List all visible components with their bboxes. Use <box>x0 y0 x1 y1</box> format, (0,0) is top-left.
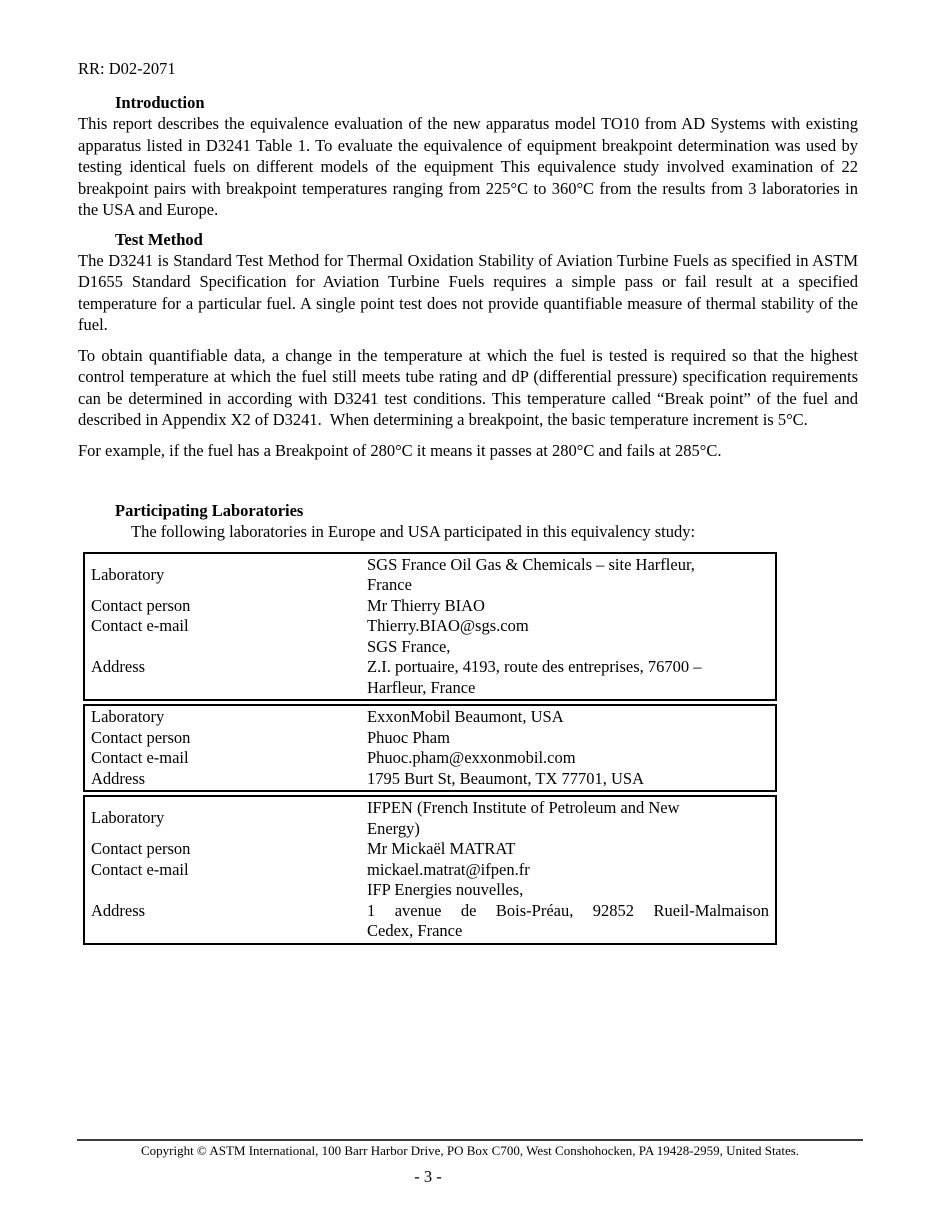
paragraph-test-method-2: To obtain quantifiable data, a change in the temperature at which the fuel is tested is required so that the highest control temperature at which the fuel still meets tube rating and dP (differential pressure) specification requirements can be determined in according with D3241 test conditions. This temperature called “Break point” of the fuel and described in Appendix X2 of D3241. When determining a breakpoint, the basic temperature increment is 5°C. <box>78 345 858 429</box>
lab-row <box>85 616 775 637</box>
lab-row <box>85 596 775 617</box>
lab-row-label: Contact person <box>91 839 191 858</box>
lab-row-value: Thierry.BIAO@sgs.com <box>367 616 529 635</box>
document-content <box>78 58 858 948</box>
paragraph-introduction: This report describes the equivalence evaluation of the new apparatus model TO10 from AD Systems with existing apparatus listed in D3241 Table 1. To evaluate the equivalence of equipment breakpoint determination was used by testing identical fuels on different models of the equipment This equivalence study involved examination of 22 breakpoint pairs with breakpoint temperatures ranging from 225°C to 360°C from the results from 3 laboratories in the USA and Europe. <box>78 114 858 219</box>
lab-row-value: Phuoc.pham@exxonmobil.com <box>367 748 576 767</box>
lab-row <box>85 637 775 699</box>
page-number: - 3 - <box>414 1167 442 1186</box>
lab-row-label: Contact person <box>91 727 191 747</box>
lab-row-label: Contact e-mail <box>91 859 189 879</box>
footer-divider <box>77 1139 863 1141</box>
lab-row-value: 1795 Burt St, Beaumont, TX 77701, USA <box>367 768 644 788</box>
lab-card <box>83 795 777 945</box>
labs-intro-line: The following laboratories in Europe and USA participated in this equivalency study: <box>131 522 696 541</box>
lab-row-label: Contact e-mail <box>91 748 189 767</box>
lab-row <box>85 555 775 596</box>
heading-test-method: Test Method <box>115 229 203 249</box>
labs-table <box>83 552 777 945</box>
lab-row <box>85 748 775 769</box>
lab-row-value: mickael.matrat@ifpen.fr <box>367 859 530 879</box>
lab-row <box>85 839 775 860</box>
lab-row-value: IFP Energies nouvelles, 1 avenue de Bois-Préau, 92852 Rueil-Malmaison Cedex, France <box>367 880 769 940</box>
heading-participating-laboratories: Participating Laboratories <box>115 501 304 520</box>
paragraph-test-method-1: The D3241 is Standard Test Method for Thermal Oxidation Stability of Aviation Turbine Fuels as specified in ASTM D1655 Standard Specification for Aviation Turbine Fuels requires a simple pass or fail result at a specified temperature for a particular fuel. A single point test does not provide quantifiable measure of thermal stability of the fuel. <box>78 250 858 334</box>
lab-row-value: Mr Mickaël MATRAT <box>367 839 516 858</box>
paragraph-test-method-example: For example, if the fuel has a Breakpoint of 280°C it means it passes at 280°C and fails at 285°C. <box>78 440 722 460</box>
lab-row <box>85 860 775 881</box>
lab-row-value: Mr Thierry BIAO <box>367 595 485 615</box>
lab-row-label: Contact e-mail <box>91 616 189 635</box>
lab-row-label: Contact person <box>91 595 191 615</box>
lab-row-value: SGS France, Z.I. portuaire, 4193, route des entreprises, 76700 – Harfleur, France <box>367 636 702 697</box>
lab-card <box>83 704 777 792</box>
lab-row-label: Laboratory <box>91 707 165 726</box>
lab-row-label: Laboratory <box>91 564 165 584</box>
lab-row <box>85 728 775 749</box>
heading-introduction: Introduction <box>115 93 205 112</box>
lab-row-label: Laboratory <box>91 808 165 828</box>
lab-row-value: SGS France Oil Gas & Chemicals – site Harfleur, France <box>367 554 695 594</box>
lab-row <box>85 707 775 728</box>
lab-row <box>85 798 775 839</box>
lab-row-value: Phuoc Pham <box>367 727 450 747</box>
lab-row-label: Address <box>91 900 146 920</box>
lab-row <box>85 880 775 942</box>
lab-row-label: Address <box>91 657 146 676</box>
lab-card <box>83 552 777 702</box>
lab-row <box>85 769 775 790</box>
lab-row-value: IFPEN (French Institute of Petroleum and New Energy) <box>367 798 680 838</box>
footer-copyright: Copyright © ASTM International, 100 Barr Harbor Drive, PO Box C700, West Conshohocken, PA 19428-2959, United States. <box>140 1143 800 1158</box>
lab-row-value: ExxonMobil Beaumont, USA <box>367 707 564 726</box>
lab-row-label: Address <box>91 768 146 788</box>
report-id: RR: D02-2071 <box>78 59 176 78</box>
